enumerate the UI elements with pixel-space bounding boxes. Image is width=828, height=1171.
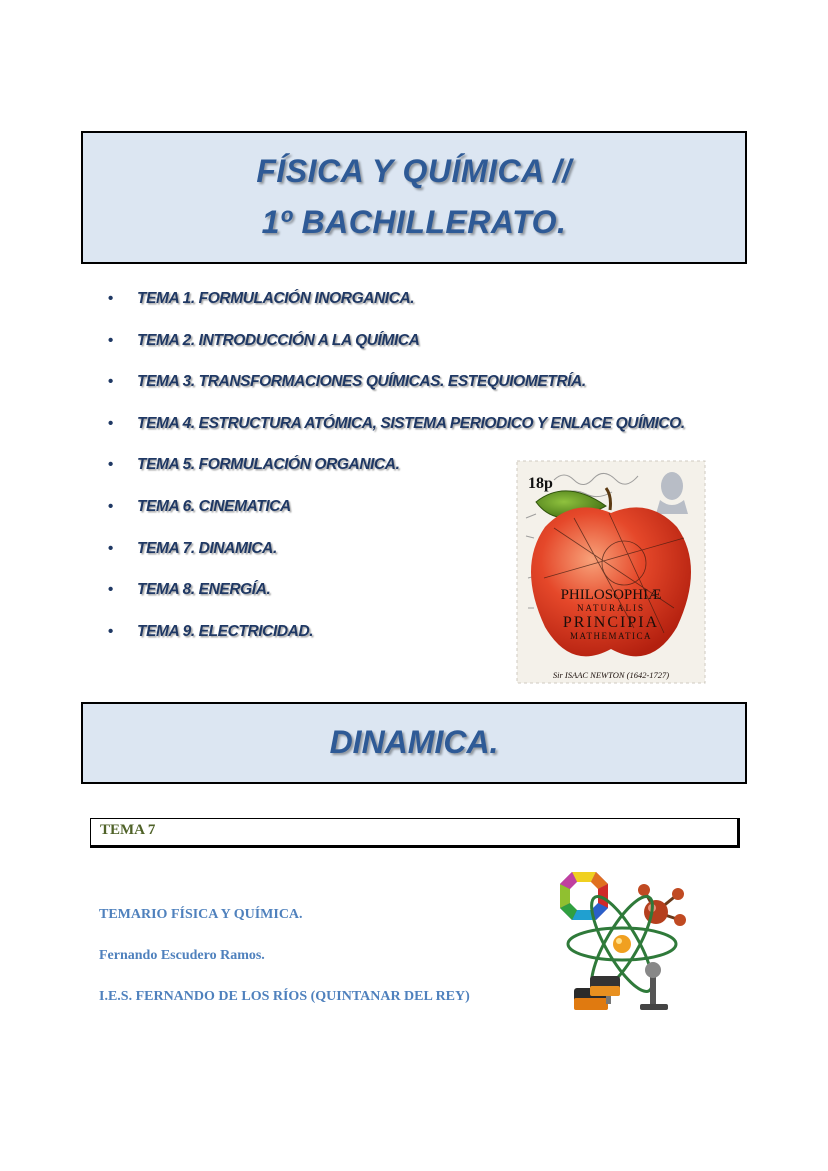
footer-author: Fernando Escudero Ramos. <box>99 948 265 963</box>
stamp-line4: MATHEMATICA <box>569 631 653 641</box>
molecule-icon <box>638 884 686 926</box>
bullet-icon: • <box>108 622 113 640</box>
tema-label-box <box>90 818 740 848</box>
bullet-icon: • <box>108 290 113 307</box>
header-title-line1: FÍSICA Y QUÍMICA // <box>256 153 572 189</box>
header-box <box>81 131 747 264</box>
newton-stamp-image <box>514 458 708 686</box>
lab-stand-icon <box>640 962 668 1010</box>
bullet-icon: • <box>108 456 113 474</box>
footer-school: I.E.S. FERNANDO DE LOS RÍOS (QUINTANAR DEL REY) <box>99 989 470 1004</box>
science-clipart-image <box>556 872 688 1022</box>
battery-icon <box>574 976 620 1010</box>
stamp-line3: PRINCIPIA <box>562 614 660 631</box>
stamp-value: 18p <box>528 475 553 492</box>
bullet-icon: • <box>108 414 113 432</box>
tema-label: TEMA 7 <box>100 822 156 838</box>
section-title-box <box>81 702 747 784</box>
stamp-caption: Sir ISAAC NEWTON (1642-1727) <box>552 670 670 680</box>
stamp-line1: PHILOSOPHIÆ <box>560 587 662 603</box>
section-title: DINAMICA. <box>329 724 499 760</box>
bullet-icon: • <box>108 331 113 349</box>
bullet-icon: • <box>108 373 113 391</box>
bullet-icon: • <box>108 539 113 557</box>
stamp-line2: NATURALIS <box>576 603 646 613</box>
header-title-line2: 1º BACHILLERATO. <box>261 204 567 240</box>
bullet-icon: • <box>108 497 113 515</box>
footer-temario: TEMARIO FÍSICA Y QUÍMICA. <box>99 907 303 922</box>
bullet-icon: • <box>108 581 113 599</box>
